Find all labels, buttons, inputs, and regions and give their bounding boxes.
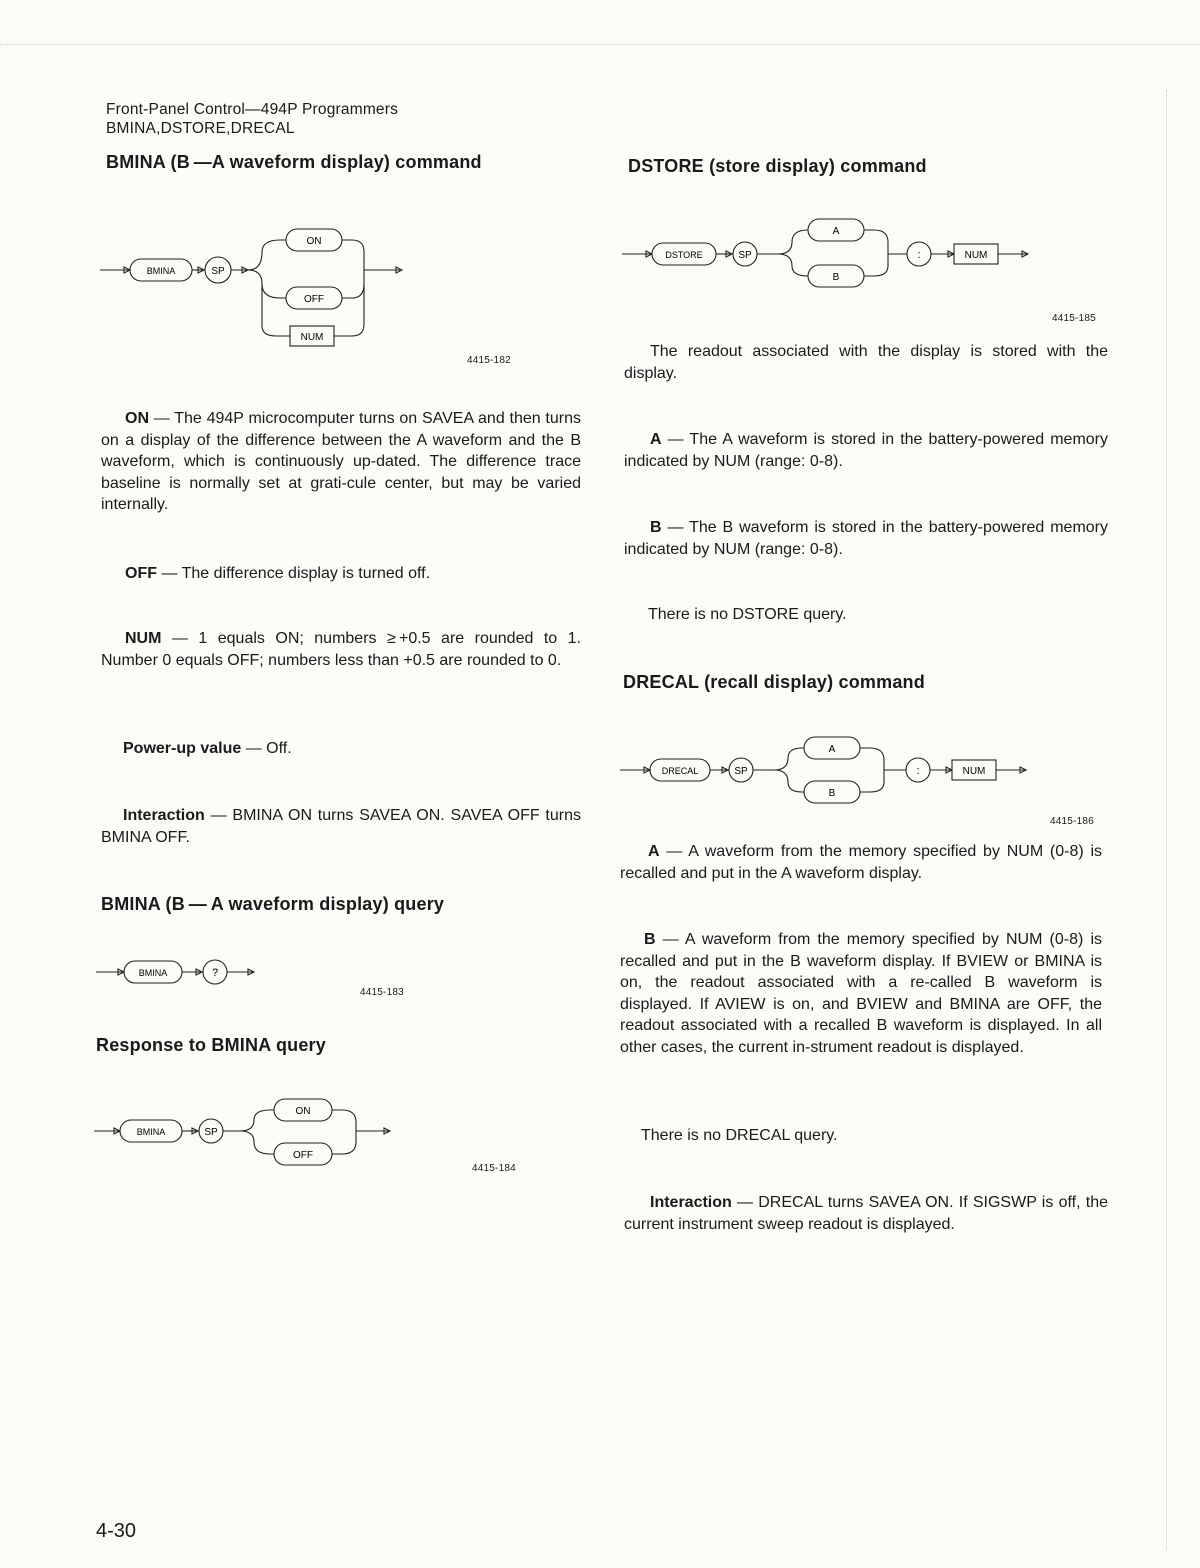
- on-term: ON: [125, 410, 149, 427]
- bmina-keyword-label: BMINA: [146, 266, 176, 276]
- powerup-paragraph: [101, 738, 581, 760]
- response-keyword-label: BMINA: [136, 1127, 166, 1137]
- drecal-b-term: B: [644, 931, 656, 948]
- interaction-paragraph-left: [101, 805, 581, 848]
- bmina-query-syntax-diagram: [96, 955, 296, 989]
- dstore-b-description: — The B waveform is stored in the battery-powered memory indicated by NUM (range: 0-8).: [624, 519, 1108, 558]
- top-scan-line: [0, 44, 1200, 45]
- response-sp-label: SP: [204, 1127, 218, 1138]
- drecal-a-label: A: [828, 744, 836, 755]
- page-header: [106, 100, 398, 138]
- bmina-query-keyword-label: BMINA: [138, 968, 168, 978]
- off-option-label: OFF: [304, 294, 324, 305]
- dstore-no-query-text: There is no DSTORE query.: [648, 606, 847, 623]
- dstore-a-paragraph: [624, 429, 1108, 472]
- powerup-description: — Off.: [241, 740, 292, 757]
- num-paragraph: [101, 628, 581, 671]
- on-description: — The 494P microcomputer turns on SAVEA and then turns on a display of the difference between the A waveform and the B waveform, which is continuously up-dated. The difference trace baseline is normally set at grati-cule center, but may be varied internally.: [101, 410, 581, 513]
- dstore-b-term: B: [650, 519, 662, 536]
- header-line-2: BMINA,DSTORE,DRECAL: [106, 120, 295, 137]
- sp-label: SP: [211, 266, 225, 277]
- bmina-query-heading: BMINA (B — A waveform display) query: [101, 894, 445, 914]
- bmina-command-syntax-diagram: [100, 222, 520, 372]
- fig-4415-182: 4415-182: [467, 355, 511, 366]
- dstore-sp-label: SP: [738, 250, 752, 261]
- drecal-a-paragraph: [620, 841, 1102, 884]
- dstore-command-syntax-diagram: [622, 210, 1042, 290]
- dstore-a-term: A: [650, 431, 662, 448]
- dstore-b-label: B: [832, 272, 840, 283]
- num-option-label: NUM: [300, 332, 324, 343]
- drecal-no-query-text: There is no DRECAL query.: [641, 1127, 838, 1144]
- on-paragraph: [101, 408, 581, 516]
- fig-4415-184: 4415-184: [472, 1163, 516, 1174]
- on-option-label: ON: [306, 236, 322, 247]
- drecal-command-syntax-diagram: [620, 730, 1040, 810]
- drecal-b-label: B: [828, 788, 836, 799]
- dstore-a-description: — The A waveform is stored in the battery-powered memory indicated by NUM (range: 0-8).: [624, 431, 1108, 470]
- drecal-a-description: — A waveform from the memory specified by NUM (0-8) is recalled and put in the A waveform display.: [620, 843, 1102, 882]
- drecal-a-term: A: [648, 843, 660, 860]
- interaction-description-right: — DRECAL turns SAVEA ON. If SIGSWP is off, the current instrument sweep readout is displayed.: [624, 1194, 1108, 1233]
- off-description: — The difference display is turned off.: [157, 565, 431, 582]
- page-number: 4-30: [96, 1520, 137, 1542]
- off-paragraph: [101, 563, 581, 585]
- drecal-keyword-label: DRECAL: [661, 766, 699, 776]
- drecal-command-heading: DRECAL (recall display) command: [623, 672, 925, 692]
- dstore-intro-paragraph: The readout associated with the display is stored with the display.: [624, 343, 1108, 382]
- dstore-num-label: NUM: [964, 250, 988, 261]
- bmina-command-heading: BMINA (B —A waveform display) command: [106, 152, 482, 172]
- interaction-description-left: — BMINA ON turns SAVEA ON. SAVEA OFF turns BMINA OFF.: [101, 807, 581, 846]
- drecal-sp-label: SP: [734, 766, 748, 777]
- dstore-b-paragraph: [624, 517, 1108, 560]
- bmina-response-heading: Response to BMINA query: [96, 1035, 326, 1055]
- powerup-term: Power-up value: [123, 740, 242, 757]
- header-line-1: Front-Panel Control—494P Programmers: [106, 101, 399, 118]
- fig-4415-183: 4415-183: [360, 987, 404, 998]
- off-term: OFF: [125, 565, 157, 582]
- dstore-a-label: A: [832, 226, 840, 237]
- fig-4415-185: 4415-185: [1052, 313, 1096, 324]
- drecal-b-paragraph: [620, 929, 1102, 1058]
- interaction-paragraph-right: [624, 1192, 1108, 1235]
- drecal-b-description: — A waveform from the memory specified by NUM (0-8) is recalled and put in the B waveform display. If BVIEW or BMINA is on, the readout associated with a re-called B waveform is displayed. If AVIEW is on, and BVIEW and BMINA are OFF, the readout associated with a recalled B waveform is displayed. In all other cases, the current in-strument readout is displayed.: [620, 931, 1102, 1056]
- drecal-num-label: NUM: [962, 766, 986, 777]
- response-off-label: OFF: [293, 1150, 313, 1161]
- interaction-term-right: Interaction: [650, 1194, 732, 1211]
- num-description: — 1 equals ON; numbers ≥ +0.5 are rounded to 1. Number 0 equals OFF; numbers less than +0.5 are rounded to 0.: [101, 630, 581, 669]
- interaction-term-left: Interaction: [123, 807, 205, 824]
- response-on-label: ON: [295, 1106, 311, 1117]
- drecal-colon-label: :: [916, 765, 920, 777]
- question-label: ?: [211, 967, 219, 979]
- binding-edge-line: [1166, 90, 1167, 1550]
- bmina-response-syntax-diagram: [94, 1096, 394, 1166]
- dstore-command-heading: DSTORE (store display) command: [628, 156, 927, 176]
- fig-4415-186: 4415-186: [1050, 816, 1094, 827]
- dstore-colon-label: :: [917, 249, 921, 261]
- dstore-keyword-label: DSTORE: [665, 250, 703, 260]
- num-term: NUM: [125, 630, 162, 647]
